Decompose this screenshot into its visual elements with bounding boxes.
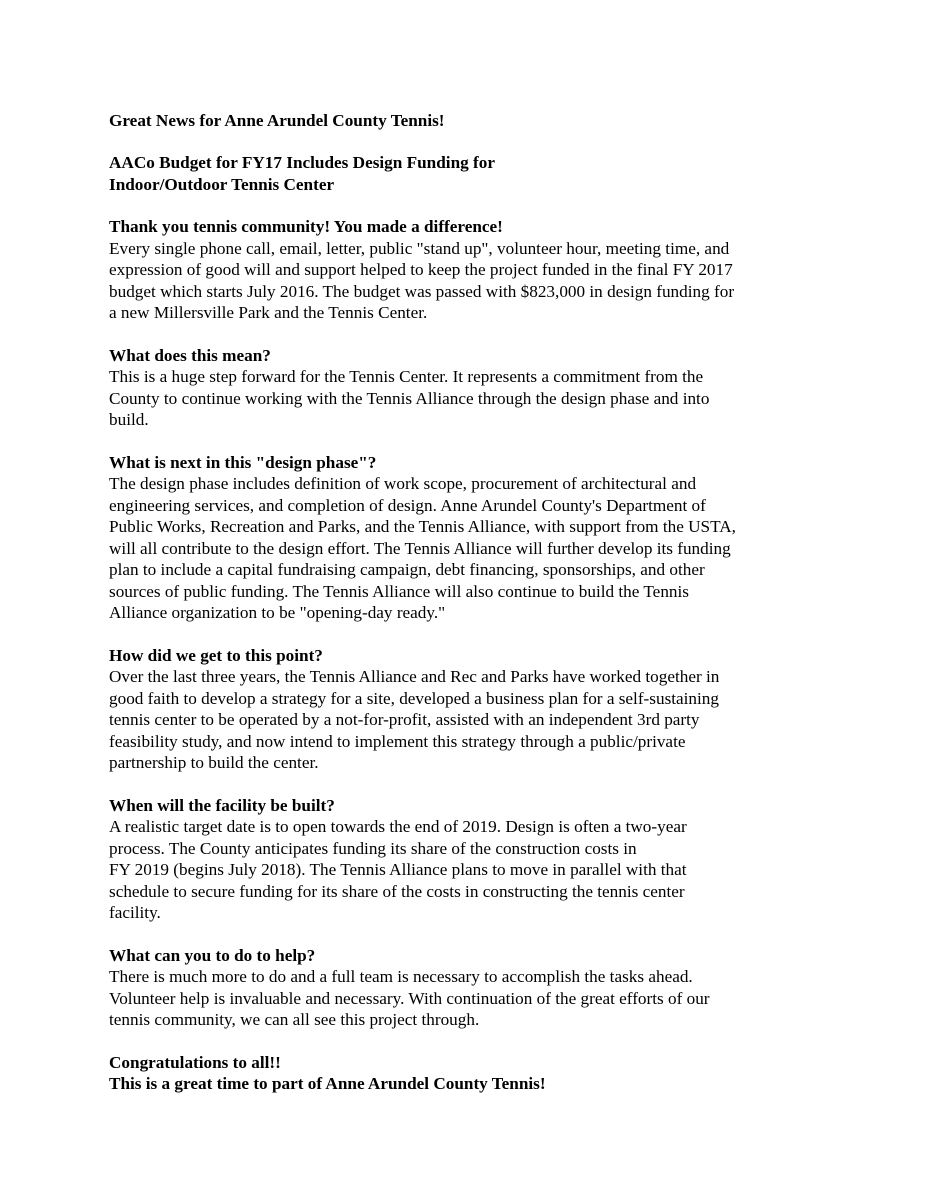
body-line: The design phase includes definition of work scope, procurement of architectural and [109,474,697,493]
body-line: feasibility study, and now intend to implement this strategy through a public/private [109,732,686,751]
body-line: schedule to secure funding for its share of the costs in constructing the tennis center [109,882,685,901]
body-line: Public Works, Recreation and Parks, and the Tennis Alliance, with support from the USTA, [109,517,736,536]
closing-line: This is a great time to part of Anne Arundel County Tennis! [109,1074,546,1093]
body-line: tennis center to be operated by a not-for-profit, assisted with an independent 3rd party [109,710,700,729]
body-line: Every single phone call, email, letter, public "stand up", volunteer hour, meeting time, and [109,239,730,258]
body-line: Alliance organization to be "opening-day ready." [109,603,446,622]
body-line: sources of public funding. The Tennis Alliance will also continue to build the Tennis [109,582,689,601]
section-heading-when-built: When will the facility be built? [109,796,335,815]
body-line: a new Millersville Park and the Tennis Center. [109,303,428,322]
body-line: facility. [109,903,161,922]
body-line: engineering services, and completion of design. Anne Arundel County's Department of [109,496,706,515]
body-line: tennis community, we can all see this project through. [109,1010,480,1029]
document-subtitle-line: Indoor/Outdoor Tennis Center [109,175,335,194]
body-line: build. [109,410,149,429]
body-line: partnership to build the center. [109,753,319,772]
body-line: expression of good will and support helped to keep the project funded in the final FY 2017 [109,260,733,279]
body-line: will all contribute to the design effort. The Tennis Alliance will further develop its funding [109,539,731,558]
document-title: Great News for Anne Arundel County Tennis! [109,111,445,130]
body-line: Over the last three years, the Tennis Alliance and Rec and Parks have worked together in [109,667,720,686]
body-line: FY 2019 (begins July 2018). The Tennis Alliance plans to move in parallel with that [109,860,687,879]
document-subtitle-line: AACo Budget for FY17 Includes Design Funding for [109,153,495,172]
body-line: plan to include a capital fundraising campaign, debt financing, sponsorships, and other [109,560,705,579]
body-line: process. The County anticipates funding its share of the construction costs in [109,839,637,858]
body-line: A realistic target date is to open towards the end of 2019. Design is often a two-year [109,817,687,836]
body-line: Volunteer help is invaluable and necessary. With continuation of the great efforts of our [109,989,710,1008]
body-line: This is a huge step forward for the Tennis Center. It represents a commitment from the [109,367,704,386]
body-line: County to continue working with the Tennis Alliance through the design phase and into [109,389,710,408]
section-heading-how-did-we-get-here: How did we get to this point? [109,646,323,665]
section-heading-what-does-this-mean: What does this mean? [109,346,271,365]
body-line: good faith to develop a strategy for a site, developed a business plan for a self-sustaining [109,689,719,708]
body-line: There is much more to do and a full team is necessary to accomplish the tasks ahead. [109,967,693,986]
section-heading-thank-you: Thank you tennis community! You made a difference! [109,217,503,236]
closing-line: Congratulations to all!! [109,1053,281,1072]
section-heading-how-to-help: What can you to do to help? [109,946,316,965]
body-line: budget which starts July 2016. The budget was passed with $823,000 in design funding for [109,282,735,301]
section-heading-design-phase: What is next in this "design phase"? [109,453,377,472]
